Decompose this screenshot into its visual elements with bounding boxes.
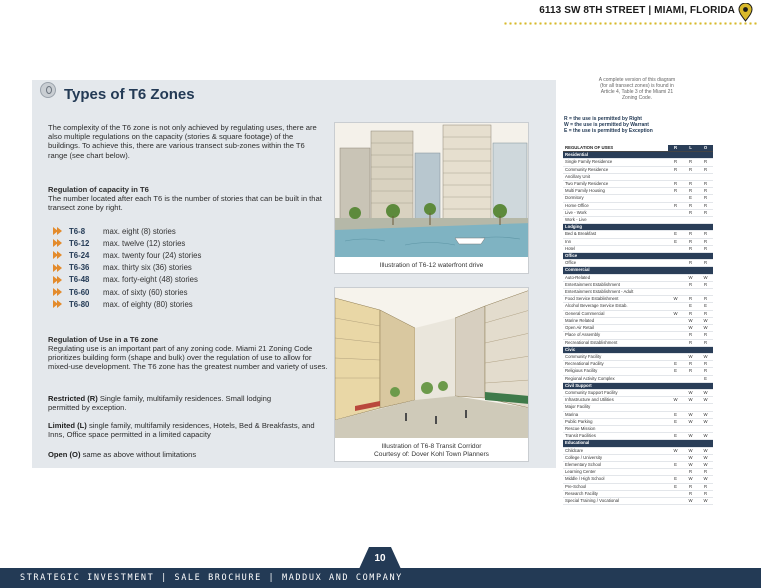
use-heading: Regulation of Use in a T6 zone: [48, 335, 159, 344]
use-permission-cell: [668, 497, 683, 504]
use-permission-cell: W: [698, 433, 713, 440]
use-permission-cell: [698, 425, 713, 432]
legend-key-warrant: W = the use is permitted by Warrant: [564, 122, 649, 129]
use-permission-cell: [668, 332, 683, 339]
use-label: Bed & Breakfast: [563, 231, 668, 238]
footer-text: STRATEGIC INVESTMENT | SALE BROCHURE | MADDUX AND COMPANY: [20, 573, 403, 583]
zone-list-item: [53, 225, 201, 237]
use-permission-cell: R: [698, 339, 713, 346]
table-row: [563, 411, 713, 418]
use-label: Place of Assembly: [563, 332, 668, 339]
use-permission-cell: W: [683, 353, 698, 360]
use-permission-cell: R: [683, 181, 698, 188]
header-dotted-divider: [503, 22, 758, 25]
restricted-label: Restricted (R): [48, 394, 98, 403]
page-number: 10: [374, 553, 386, 564]
waterfront-caption: Illustration of T6-12 waterfront drive: [379, 262, 484, 269]
use-label: Middle / High School: [563, 476, 668, 483]
table-row: [563, 231, 713, 238]
intro-paragraph: The complexity of the T6 zone is not only achieved by regulating uses, there are also multiple regulations on the capacity (stories & square footage) of the buildings. To achieve this, there are various transect sub-zones within the T6 range (see chart below).: [48, 123, 317, 160]
use-permission-cell: W: [668, 296, 683, 303]
table-row: [563, 447, 713, 454]
use-label: Rescue Mission: [563, 425, 668, 432]
use-permission-cell: R: [698, 469, 713, 476]
use-permission-cell: R: [683, 339, 698, 346]
table-category-row: [563, 382, 713, 389]
use-permission-cell: [668, 173, 683, 180]
use-permission-cell: E: [668, 433, 683, 440]
use-label: Hotel: [563, 245, 668, 252]
use-permission-cell: R: [698, 368, 713, 375]
use-label: Auto-Related: [563, 274, 668, 281]
table-row: [563, 325, 713, 332]
table-row: [563, 310, 713, 317]
use-permission-cell: [668, 303, 683, 310]
zone-code: T6-80: [69, 299, 90, 309]
use-permission-cell: R: [668, 181, 683, 188]
zone-desc: max. twelve (12) stories: [103, 238, 186, 248]
zone-list-item: [53, 286, 201, 298]
use-permission-cell: R: [698, 332, 713, 339]
use-permission-cell: E: [683, 303, 698, 310]
zone-code: T6-60: [69, 287, 90, 297]
table-header-label: REGULATION OF USES: [563, 145, 668, 152]
use-permission-cell: W: [683, 325, 698, 332]
zone-list-item: [53, 274, 201, 286]
use-permission-cell: R: [683, 202, 698, 209]
use-permission-cell: W: [698, 397, 713, 404]
table-row: [563, 461, 713, 468]
use-permission-cell: E: [698, 303, 713, 310]
use-permission-cell: E: [683, 195, 698, 202]
use-label: Public Parking: [563, 418, 668, 425]
table-row: [563, 339, 713, 346]
use-permission-cell: R: [683, 188, 698, 195]
table-row: [563, 404, 713, 411]
use-permission-cell: [668, 339, 683, 346]
use-permission-cell: [668, 289, 683, 296]
use-label: Community Residence: [563, 166, 668, 173]
limited-paragraph: [48, 421, 323, 439]
zone-desc: max. of eighty (80) stories: [103, 299, 193, 309]
use-permission-cell: W: [698, 411, 713, 418]
use-label: Food Service Establishment: [563, 296, 668, 303]
use-label: Single Family Residence: [563, 159, 668, 166]
use-label: Research Facility: [563, 490, 668, 497]
use-permission-cell: [698, 173, 713, 180]
use-permission-cell: W: [683, 317, 698, 324]
category-label: Educational: [563, 440, 713, 447]
use-permission-cell: R: [668, 188, 683, 195]
use-permission-cell: [668, 325, 683, 332]
use-label: Transit Facilities: [563, 433, 668, 440]
use-permission-cell: [668, 454, 683, 461]
use-label: Alcohol Beverage Service Estab.: [563, 303, 668, 310]
use-permission-cell: W: [683, 389, 698, 396]
zone-list-item: [53, 262, 201, 274]
use-permission-cell: W: [698, 389, 713, 396]
table-row: [563, 173, 713, 180]
use-permission-cell: R: [683, 245, 698, 252]
zone-code: T6-8: [69, 226, 86, 236]
use-permission-cell: R: [668, 159, 683, 166]
use-permission-cell: R: [698, 245, 713, 252]
use-permission-cell: E: [668, 231, 683, 238]
use-permission-cell: R: [698, 188, 713, 195]
use-label: Marina: [563, 411, 668, 418]
use-label: Open Air Retail: [563, 325, 668, 332]
use-permission-cell: R: [683, 231, 698, 238]
use-permission-cell: R: [698, 238, 713, 245]
use-label: Entertainment Establishment: [563, 281, 668, 288]
use-label: Marine Related: [563, 317, 668, 324]
use-label: Infrastructure and Utilities: [563, 397, 668, 404]
use-permission-cell: W: [698, 476, 713, 483]
use-permission-cell: W: [683, 454, 698, 461]
use-permission-cell: R: [698, 202, 713, 209]
use-permission-cell: R: [683, 310, 698, 317]
table-row: [563, 281, 713, 288]
table-header-col: L: [683, 145, 698, 152]
use-label: General Commercial: [563, 310, 668, 317]
category-label: Commercial: [563, 267, 713, 274]
table-row: [563, 425, 713, 432]
table-row: [563, 166, 713, 173]
table-category-row: [563, 267, 713, 274]
table-row: [563, 245, 713, 252]
table-row: [563, 238, 713, 245]
use-permission-cell: W: [683, 418, 698, 425]
use-permission-cell: R: [698, 490, 713, 497]
table-row: [563, 202, 713, 209]
use-permission-cell: [668, 490, 683, 497]
use-permission-cell: W: [668, 447, 683, 454]
double-arrow-icon: [53, 288, 63, 296]
table-header-col: R: [668, 145, 683, 152]
zone-list-item: [53, 298, 201, 310]
restricted-text: Single family, multifamily residences. Small lodging permitted by exception.: [48, 394, 272, 413]
table-header-col: O: [698, 145, 713, 152]
use-label: Religious Facility: [563, 368, 668, 375]
table-row: [563, 274, 713, 281]
table-row: [563, 469, 713, 476]
use-label: Inn: [563, 238, 668, 245]
use-permission-cell: W: [698, 325, 713, 332]
use-permission-cell: W: [698, 447, 713, 454]
use-permission-cell: E: [668, 361, 683, 368]
use-permission-cell: W: [698, 317, 713, 324]
use-permission-cell: R: [698, 310, 713, 317]
use-label: Regional Activity Complex: [563, 375, 668, 382]
use-permission-cell: [668, 245, 683, 252]
open-paragraph: [48, 450, 196, 459]
use-label: Two Family Residence: [563, 181, 668, 188]
open-label: Open (O): [48, 450, 81, 459]
table-category-row: [563, 152, 713, 159]
use-permission-cell: W: [683, 476, 698, 483]
use-permission-cell: [668, 260, 683, 267]
use-permission-cell: [683, 425, 698, 432]
use-permission-cell: R: [668, 166, 683, 173]
double-arrow-icon: [53, 227, 63, 235]
use-permission-cell: W: [683, 397, 698, 404]
table-row: [563, 361, 713, 368]
use-permission-cell: R: [683, 332, 698, 339]
category-label: Office: [563, 253, 713, 260]
use-permission-cell: [668, 217, 683, 224]
header-address: 6113 SW 8TH STREET | MIAMI, FLORIDA: [539, 5, 735, 16]
use-label: Pre-School: [563, 483, 668, 490]
use-permission-cell: R: [698, 166, 713, 173]
zone-desc: max. thirty six (36) stories: [103, 263, 192, 273]
zone-desc: max. forty-eight (48) stories: [103, 275, 198, 285]
use-permission-cell: [698, 217, 713, 224]
use-permission-cell: R: [683, 490, 698, 497]
use-permission-cell: E: [668, 411, 683, 418]
table-row: [563, 397, 713, 404]
use-permission-cell: W: [698, 418, 713, 425]
section-title: Types of T6 Zones: [64, 86, 195, 103]
double-arrow-icon: [53, 276, 63, 284]
limited-label: Limited (L): [48, 421, 87, 430]
zone-desc: max. of sixty (60) stories: [103, 287, 188, 297]
use-permission-cell: W: [683, 433, 698, 440]
use-permission-cell: [683, 375, 698, 382]
zone-desc: max. twenty four (24) stories: [103, 250, 202, 260]
use-permission-cell: [668, 469, 683, 476]
use-permission-cell: R: [698, 361, 713, 368]
uses-table: [563, 145, 713, 505]
use-label: Childcare: [563, 447, 668, 454]
use-permission-cell: [668, 389, 683, 396]
table-row: [563, 159, 713, 166]
use-permission-cell: R: [683, 368, 698, 375]
use-label: Special Training / Vocational: [563, 497, 668, 504]
table-row: [563, 332, 713, 339]
use-permission-cell: W: [698, 353, 713, 360]
use-permission-cell: [698, 404, 713, 411]
use-label: Community Support Facility: [563, 389, 668, 396]
table-row: [563, 454, 713, 461]
use-label: Elementary School: [563, 461, 668, 468]
use-label: Ancillary Unit: [563, 173, 668, 180]
use-label: Recreational Facility: [563, 361, 668, 368]
category-label: Lodging: [563, 224, 713, 231]
zone-code: T6-12: [69, 238, 90, 248]
use-permission-cell: E: [668, 476, 683, 483]
category-label: Civic: [563, 346, 713, 353]
use-permission-cell: R: [698, 296, 713, 303]
table-row: [563, 433, 713, 440]
use-permission-cell: [668, 209, 683, 216]
use-permission-cell: W: [683, 497, 698, 504]
use-label: College / University: [563, 454, 668, 461]
use-permission-cell: R: [698, 181, 713, 188]
use-permission-cell: E: [698, 375, 713, 382]
double-arrow-icon: [53, 239, 63, 247]
use-permission-cell: R: [683, 166, 698, 173]
table-row: [563, 317, 713, 324]
use-label: Entertainment Establishment - Adult: [563, 289, 668, 296]
use-permission-cell: [698, 289, 713, 296]
use-permission-cell: R: [698, 231, 713, 238]
use-permission-cell: W: [698, 274, 713, 281]
open-text: same as above without limitations: [82, 450, 197, 459]
use-permission-cell: [668, 274, 683, 281]
table-row: [563, 289, 713, 296]
zone-list: [53, 225, 201, 310]
capacity-paragraph: The number located after each T6 is the number of stories that can be built in that transect zone by right.: [48, 194, 322, 213]
use-permission-cell: W: [683, 447, 698, 454]
use-permission-cell: R: [683, 361, 698, 368]
category-label: Residential: [563, 152, 713, 159]
use-permission-cell: R: [698, 209, 713, 216]
use-label: Recreational Establishment: [563, 339, 668, 346]
table-row: [563, 418, 713, 425]
use-permission-cell: E: [668, 368, 683, 375]
use-permission-cell: W: [668, 310, 683, 317]
use-permission-cell: [668, 404, 683, 411]
use-permission-cell: [683, 289, 698, 296]
transit-corridor-illustration: [334, 287, 529, 462]
use-permission-cell: W: [668, 397, 683, 404]
use-permission-cell: R: [698, 281, 713, 288]
use-permission-cell: R: [683, 281, 698, 288]
table-row: [563, 476, 713, 483]
table-row: [563, 497, 713, 504]
use-permission-cell: E: [668, 238, 683, 245]
use-permission-cell: R: [698, 159, 713, 166]
zone-code: T6-24: [69, 250, 90, 260]
use-permission-cell: [668, 195, 683, 202]
table-row: [563, 195, 713, 202]
table-category-row: [563, 253, 713, 260]
legend-key-exception: E = the use is permitted by Exception: [564, 128, 653, 135]
use-label: Learning Center: [563, 469, 668, 476]
use-permission-cell: [668, 281, 683, 288]
table-row: [563, 353, 713, 360]
capacity-heading: Regulation of capacity in T6: [48, 185, 149, 194]
table-row: [563, 260, 713, 267]
use-label: Community Facility: [563, 353, 668, 360]
use-permission-cell: R: [698, 195, 713, 202]
double-arrow-icon: [53, 251, 63, 259]
use-label: Home Office: [563, 202, 668, 209]
info-circle-icon: [40, 82, 56, 98]
legend-key-right: R = the use is permitted by Right: [564, 116, 642, 122]
restricted-paragraph: [48, 394, 298, 412]
use-permission-cell: W: [683, 461, 698, 468]
zone-code: T6-36: [69, 263, 90, 273]
legend-keys: [564, 116, 653, 135]
use-paragraph: Regulating use is an important part of any zoning code. Miami 21 Zoning Code prioritizes building form (shape and bulk) over the regulation of use to allow for mixed-use development. The T6 zone has the greatest number and variety of uses.: [48, 344, 328, 372]
use-permission-cell: [668, 353, 683, 360]
use-permission-cell: W: [698, 454, 713, 461]
double-arrow-icon: [53, 264, 63, 272]
table-row: [563, 368, 713, 375]
use-permission-cell: W: [698, 497, 713, 504]
use-permission-cell: R: [668, 202, 683, 209]
use-permission-cell: E: [668, 483, 683, 490]
use-permission-cell: R: [683, 209, 698, 216]
use-permission-cell: R: [683, 159, 698, 166]
double-arrow-icon: [53, 300, 63, 308]
table-row: [563, 303, 713, 310]
use-permission-cell: R: [683, 238, 698, 245]
transit-caption-line1: Illustration of T6-8 Transit Corridor: [381, 443, 482, 450]
category-label: Civil Support: [563, 382, 713, 389]
transit-caption-line2: Courtesy of: Dover Kohl Town Planners: [374, 451, 489, 458]
use-label: Dormitory: [563, 195, 668, 202]
table-category-row: [563, 440, 713, 447]
table-category-row: [563, 224, 713, 231]
use-label: Work - Live: [563, 217, 668, 224]
map-pin-icon: [738, 3, 753, 22]
table-row: [563, 188, 713, 195]
use-permission-cell: [683, 217, 698, 224]
use-permission-cell: R: [683, 483, 698, 490]
use-permission-cell: R: [683, 260, 698, 267]
use-label: Major Facility: [563, 404, 668, 411]
zone-code: T6-48: [69, 275, 90, 285]
table-row: [563, 217, 713, 224]
use-permission-cell: W: [698, 461, 713, 468]
use-permission-cell: [668, 425, 683, 432]
table-row: [563, 181, 713, 188]
use-permission-cell: [683, 404, 698, 411]
use-permission-cell: [668, 317, 683, 324]
table-row: [563, 209, 713, 216]
use-permission-cell: R: [683, 469, 698, 476]
use-permission-cell: W: [683, 411, 698, 418]
transit-corridor-drawing: [335, 288, 529, 438]
table-row: [563, 375, 713, 382]
table-note: A complete version of this diagram (for all transect zones) is found in Article 4, Table 3 of the Miami 21 Zoning Code.: [598, 77, 676, 101]
use-label: Live - Work: [563, 209, 668, 216]
table-row: [563, 490, 713, 497]
use-permission-cell: E: [668, 461, 683, 468]
table-category-row: [563, 346, 713, 353]
use-permission-cell: E: [668, 418, 683, 425]
table-row: [563, 483, 713, 490]
use-label: Office: [563, 260, 668, 267]
use-permission-cell: R: [683, 296, 698, 303]
table-row: [563, 389, 713, 396]
use-permission-cell: [683, 173, 698, 180]
table-row: [563, 296, 713, 303]
table-header-row: [563, 145, 713, 152]
zone-list-item: [53, 249, 201, 261]
limited-text: single family, multifamily residences, Hotels, Bed & Breakfasts, and Inns, Office space permitted in a limited capacity: [48, 421, 315, 440]
zone-desc: max. eight (8) stories: [103, 226, 176, 236]
use-permission-cell: [668, 375, 683, 382]
use-permission-cell: R: [698, 260, 713, 267]
waterfront-illustration: [334, 122, 529, 274]
waterfront-drawing: [335, 123, 529, 257]
zone-list-item: [53, 237, 201, 249]
use-permission-cell: W: [683, 274, 698, 281]
use-label: Multi Family Housing: [563, 188, 668, 195]
use-permission-cell: R: [698, 483, 713, 490]
